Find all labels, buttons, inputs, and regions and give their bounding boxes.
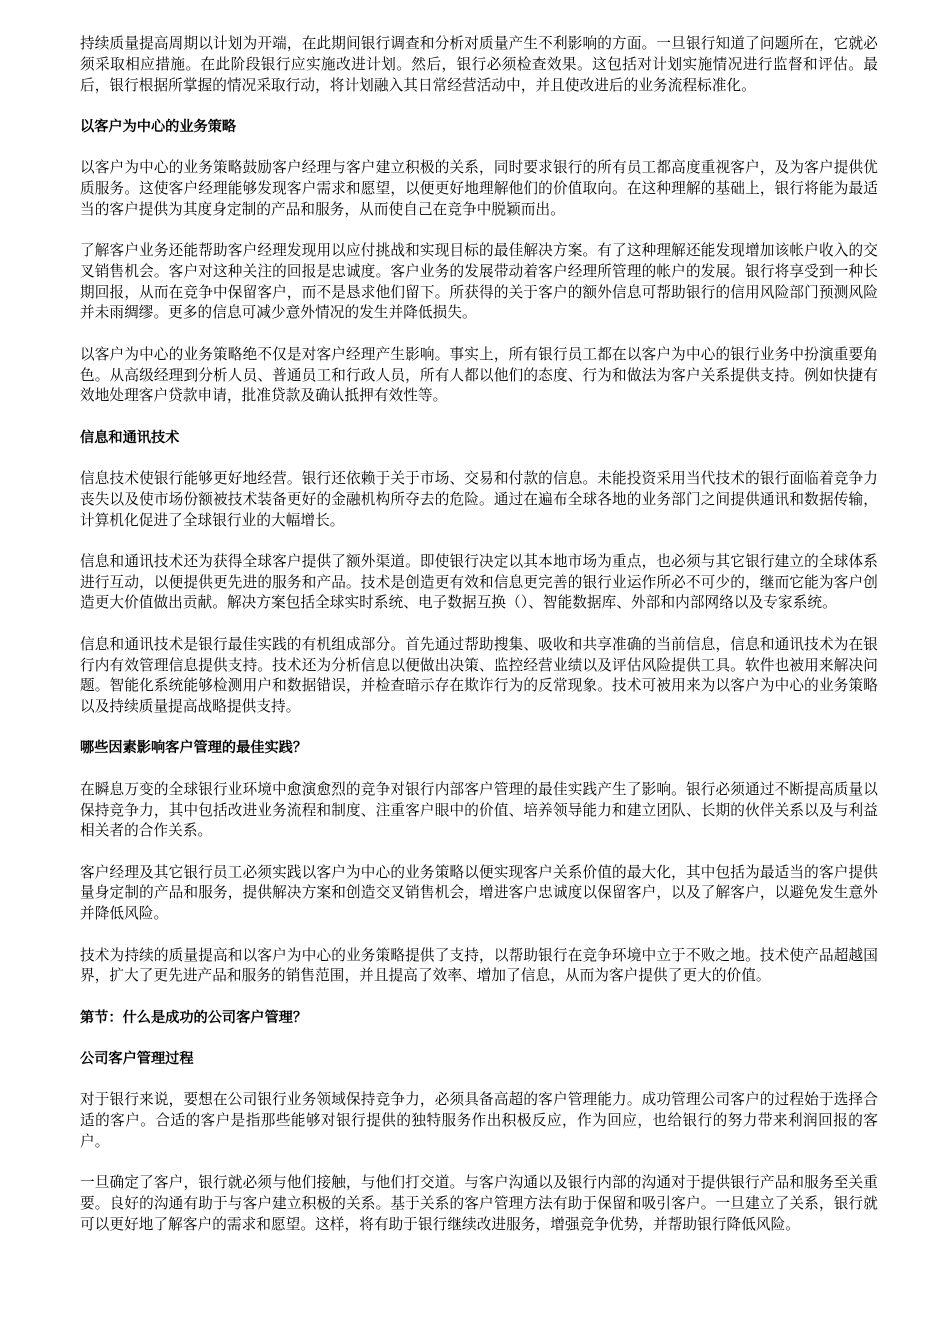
paragraph-it-operations: 信息技术使银行能够更好地经营。银行还依赖于关于市场、交易和付款的信息。未能投资采用当代技术的银行面临着竞争力丧失以及使市场份额被技术装备更好的金融机构所夺去的危险。通过在遍布全球各地的业务部门之间提供通讯和数据传输，计算机化促进了全球银行业的大幅增长。 [80, 469, 878, 529]
paragraph-competition-impact: 在瞬息万变的全球银行业环境中愈演愈烈的竞争对银行内部客户管理的最佳实践产生了影响。银行必须通过不断提高质量以保持竞争力，其中包括改进业务流程和制度、注重客户眼中的价值、培养领导能力和建立团队、长期的伙伴关系以及与利益相关者的合作关系。 [80, 780, 878, 840]
paragraph-choose-customers: 对于银行来说，要想在公司银行业务领域保持竞争力，必须具备高超的客户管理能力。成功管理公司客户的过程始于选择合适的客户。合适的客户是指那些能够对银行提供的独特服务作出积极反应，作为回应，也给银行的努力带来利润回报的客户。 [80, 1091, 878, 1150]
paragraph-understanding-business: 了解客户业务还能帮助客户经理发现用以应付挑战和实现目标的最佳解决方案。有了这种理解还能发现增加该帐户收入的交叉销售机会。客户对这种关注的回报是忠诚度。客户业务的发展带动着客户经理所管理的帐户的发展。银行将享受到一种长期回报，从而在竞争中保留客户，而不是恳求他们留下。所获得的关于客户的额外信息可帮助银行的信用风险部门预测风险并未雨绸缪。更多的信息可减少意外情况的发生并降低损失。 [80, 242, 878, 322]
heading-management-process: 公司客户管理过程 [80, 1050, 194, 1067]
heading-section-successful-management: 第节：什么是成功的公司客户管理？ [80, 1009, 308, 1026]
document-page [80, 34, 878, 1256]
heading-factors-best-practice: 哪些因素影响客户管理的最佳实践？ [80, 740, 308, 757]
heading-customer-centric-strategy: 以客户为中心的业务策略 [80, 118, 237, 135]
paragraph-quality-cycle: 持续质量提高周期以计划为开端，在此期间银行调查和分析对质量产生不利影响的方面。一旦银行知道了问题所在，它就必须采取相应措施。在此阶段银行应实施改进计划。然后，银行必须检查效果。这包括对计划实施情况进行监督和评估。最后，银行根据所掌握的情况采取行动，将计划融入其日常经营活动中，并且使改进后的业务流程标准化。 [80, 35, 878, 94]
heading-ict: 信息和通讯技术 [80, 429, 180, 446]
paragraph-all-staff-roles: 以客户为中心的业务策略绝不仅是对客户经理产生影响。事实上，所有银行员工都在以客户为中心的银行业务中扮演重要角色。从高级经理到分析人员、普通员工和行政人员，所有人都以他们的态度、行为和做法为客户关系提供支持。例如快捷有效地处理客户贷款申请，批准贷款及确认抵押有效性等。 [80, 345, 878, 405]
paragraph-ict-best-practice: 信息和通讯技术是银行最佳实践的有机组成部分。首先通过帮助搜集、吸收和共享准确的当前信息，信息和通讯技术为在银行内有效管理信息提供支持。技术还为分析信息以便做出决策、监控经营业绩以及评估风险提供工具。软件也被用来解决问题。智能化系统能够检测用户和数据错误，并检查暗示存在欺诈行为的反常现象。技术可被用来为以客户为中心的业务策略以及持续质量提高战略提供支持。 [80, 635, 878, 716]
paragraph-relationship-managers: 客户经理及其它银行员工必须实践以客户为中心的业务策略以便实现客户关系价值的最大化，其中包括为最适当的客户提供量身定制的产品和服务，提供解决方案和创造交叉销售机会，增进客户忠诚度以保留客户，以及了解客户，以避免发生意外并降低风险。 [80, 863, 878, 923]
paragraph-ict-global-channels: 信息和通讯技术还为获得全球客户提供了额外渠道。即使银行决定以其本地市场为重点，也必须与其它银行建立的全球体系进行互动，以便提供更先进的服务和产品。技术是创造更有效和信息更完善的银行业运作所必不可少的，继而它能为客户创造更大价值做出贡献。解决方案包括全球实时系统、电子数据互换（）、智能数据库、外部和内部网络以及专家系统。 [80, 552, 878, 612]
paragraph-technology-support: 技术为持续的质量提高和以客户为中心的业务策略提供了支持，以帮助银行在竞争环境中立于不败之地。技术使产品超越国界，扩大了更先进产品和服务的销售范围，并且提高了效率、增加了信息，从而为客户提供了更大的价值。 [80, 946, 878, 985]
paragraph-communication: 一旦确定了客户，银行就必须与他们接触，与他们打交道。与客户沟通以及银行内部的沟通对于提供银行产品和服务至关重要。良好的沟通有助于与客户建立积极的关系。基于关系的客户管理方法有助于保留和吸引客户。一旦建立了关系，银行就可以更好地了解客户的需求和愿望。这样，将有助于银行继续改进服务，增强竞争优势，并帮助银行降低风险。 [80, 1174, 878, 1233]
paragraph-customer-centric-intro: 以客户为中心的业务策略鼓励客户经理与客户建立积极的关系，同时要求银行的所有员工都高度重视客户，及为客户提供优质服务。这使客户经理能够发现客户需求和愿望，以便更好地理解他们的价值取向。在这种理解的基础上，银行将能为最适当的客户提供为其度身定制的产品和服务，从而使自己在竞争中脱颖而出。 [80, 159, 878, 218]
